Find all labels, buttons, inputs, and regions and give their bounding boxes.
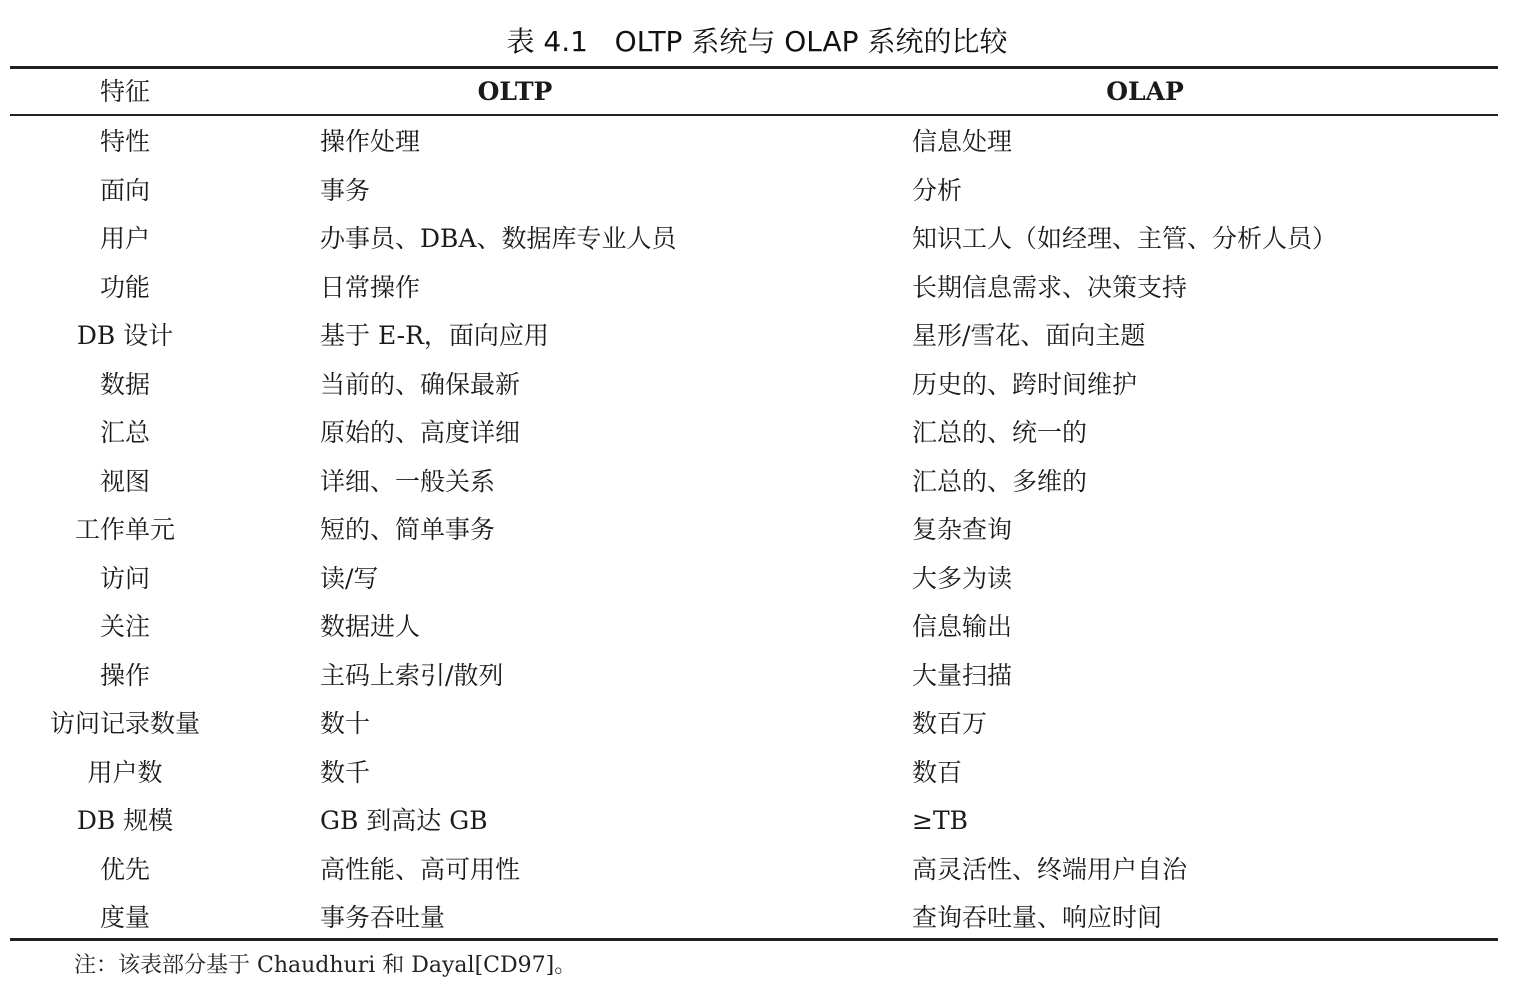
feature-cell: 关注 bbox=[99, 612, 150, 641]
olap-cell: 查询吞吐量、响应时间 bbox=[912, 903, 1163, 932]
table-row bbox=[0, 118, 1514, 167]
table-row bbox=[0, 167, 1514, 216]
table-row bbox=[0, 652, 1514, 701]
table-body bbox=[0, 118, 1514, 943]
olap-cell: 星形/雪花、面向主题 bbox=[912, 321, 1146, 350]
olap-cell: 复杂查询 bbox=[912, 515, 1013, 544]
feature-cell: DB 设计 bbox=[76, 321, 174, 350]
table-row bbox=[0, 603, 1514, 652]
feature-cell: 面向 bbox=[99, 175, 150, 205]
oltp-cell: 原始的、高度详细 bbox=[320, 418, 521, 447]
olap-cell: 高灵活性、终端用户自治 bbox=[912, 854, 1188, 884]
olap-cell: 信息处理 bbox=[912, 127, 1013, 156]
oltp-cell: 数据进人 bbox=[320, 612, 421, 641]
oltp-cell: 当前的、确保最新 bbox=[320, 369, 521, 399]
table-top-rule bbox=[10, 66, 1498, 69]
feature-cell: 优先 bbox=[99, 854, 150, 884]
feature-cell: 用户数 bbox=[87, 757, 163, 787]
table-row bbox=[0, 749, 1514, 798]
oltp-cell: 操作处理 bbox=[320, 127, 421, 156]
feature-cell: 用户 bbox=[99, 224, 150, 253]
table-row bbox=[0, 797, 1514, 846]
feature-cell: 访问记录数量 bbox=[49, 709, 200, 738]
olap-cell: 分析 bbox=[912, 175, 963, 205]
oltp-cell: GB 到高达 GB bbox=[320, 806, 488, 835]
oltp-cell: 主码上索引/散列 bbox=[320, 660, 504, 690]
feature-cell: 数据 bbox=[99, 369, 150, 399]
feature-cell: 度量 bbox=[99, 903, 150, 932]
table-row bbox=[0, 700, 1514, 749]
olap-cell: 信息输出 bbox=[912, 612, 1013, 641]
olap-cell: 大多为读 bbox=[912, 563, 1013, 593]
oltp-cell: 办事员、DBA、数据库专业人员 bbox=[320, 224, 677, 253]
table-caption: 表 4.1 OLTP 系统与 OLAP 系统的比较 bbox=[506, 25, 1008, 58]
feature-cell: 访问 bbox=[99, 563, 150, 593]
header-oltp: OLTP bbox=[477, 77, 553, 106]
table-note: 注：该表部分基于 Chaudhuri 和 Dayal[CD97]。 bbox=[74, 953, 577, 978]
table-row bbox=[0, 846, 1514, 895]
feature-cell: 功能 bbox=[99, 272, 150, 302]
olap-cell: ≥TB bbox=[912, 806, 968, 835]
olap-cell: 数百 bbox=[912, 757, 963, 787]
table-row bbox=[0, 215, 1514, 264]
oltp-cell: 高性能、高可用性 bbox=[320, 854, 521, 884]
oltp-cell: 事务吞吐量 bbox=[320, 903, 446, 932]
feature-cell: 工作单元 bbox=[74, 515, 175, 544]
oltp-cell: 短的、简单事务 bbox=[320, 515, 496, 544]
oltp-cell: 读/写 bbox=[320, 563, 379, 593]
olap-cell: 数百万 bbox=[912, 709, 988, 738]
table-row bbox=[0, 894, 1514, 943]
feature-cell: 操作 bbox=[99, 660, 150, 690]
olap-cell: 历史的、跨时间维护 bbox=[912, 369, 1138, 399]
table-bottom-rule bbox=[10, 938, 1498, 941]
olap-cell: 长期信息需求、决策支持 bbox=[912, 272, 1188, 302]
oltp-cell: 数千 bbox=[320, 757, 371, 787]
table-row bbox=[0, 264, 1514, 313]
oltp-cell: 详细、一般关系 bbox=[320, 466, 496, 496]
table-header-rule bbox=[10, 114, 1498, 116]
table-row bbox=[0, 506, 1514, 555]
olap-cell: 知识工人（如经理、主管、分析人员） bbox=[912, 224, 1338, 253]
table-header-row bbox=[0, 70, 1514, 114]
oltp-cell: 日常操作 bbox=[320, 272, 421, 302]
header-olap: OLAP bbox=[1106, 77, 1184, 106]
table-row bbox=[0, 312, 1514, 361]
feature-cell: 特性 bbox=[99, 127, 150, 156]
olap-cell: 大量扫描 bbox=[912, 660, 1013, 690]
table-row bbox=[0, 458, 1514, 507]
table-row bbox=[0, 361, 1514, 410]
table-row bbox=[0, 555, 1514, 604]
feature-cell: 视图 bbox=[99, 466, 150, 496]
olap-cell: 汇总的、统一的 bbox=[912, 418, 1088, 447]
oltp-cell: 基于 E-R，面向应用 bbox=[320, 321, 549, 350]
feature-cell: 汇总 bbox=[99, 418, 150, 447]
oltp-cell: 数十 bbox=[320, 709, 371, 738]
feature-cell: DB 规模 bbox=[76, 806, 174, 835]
table-row bbox=[0, 409, 1514, 458]
oltp-cell: 事务 bbox=[320, 175, 371, 205]
header-feature: 特征 bbox=[99, 77, 150, 106]
olap-cell: 汇总的、多维的 bbox=[912, 466, 1088, 496]
